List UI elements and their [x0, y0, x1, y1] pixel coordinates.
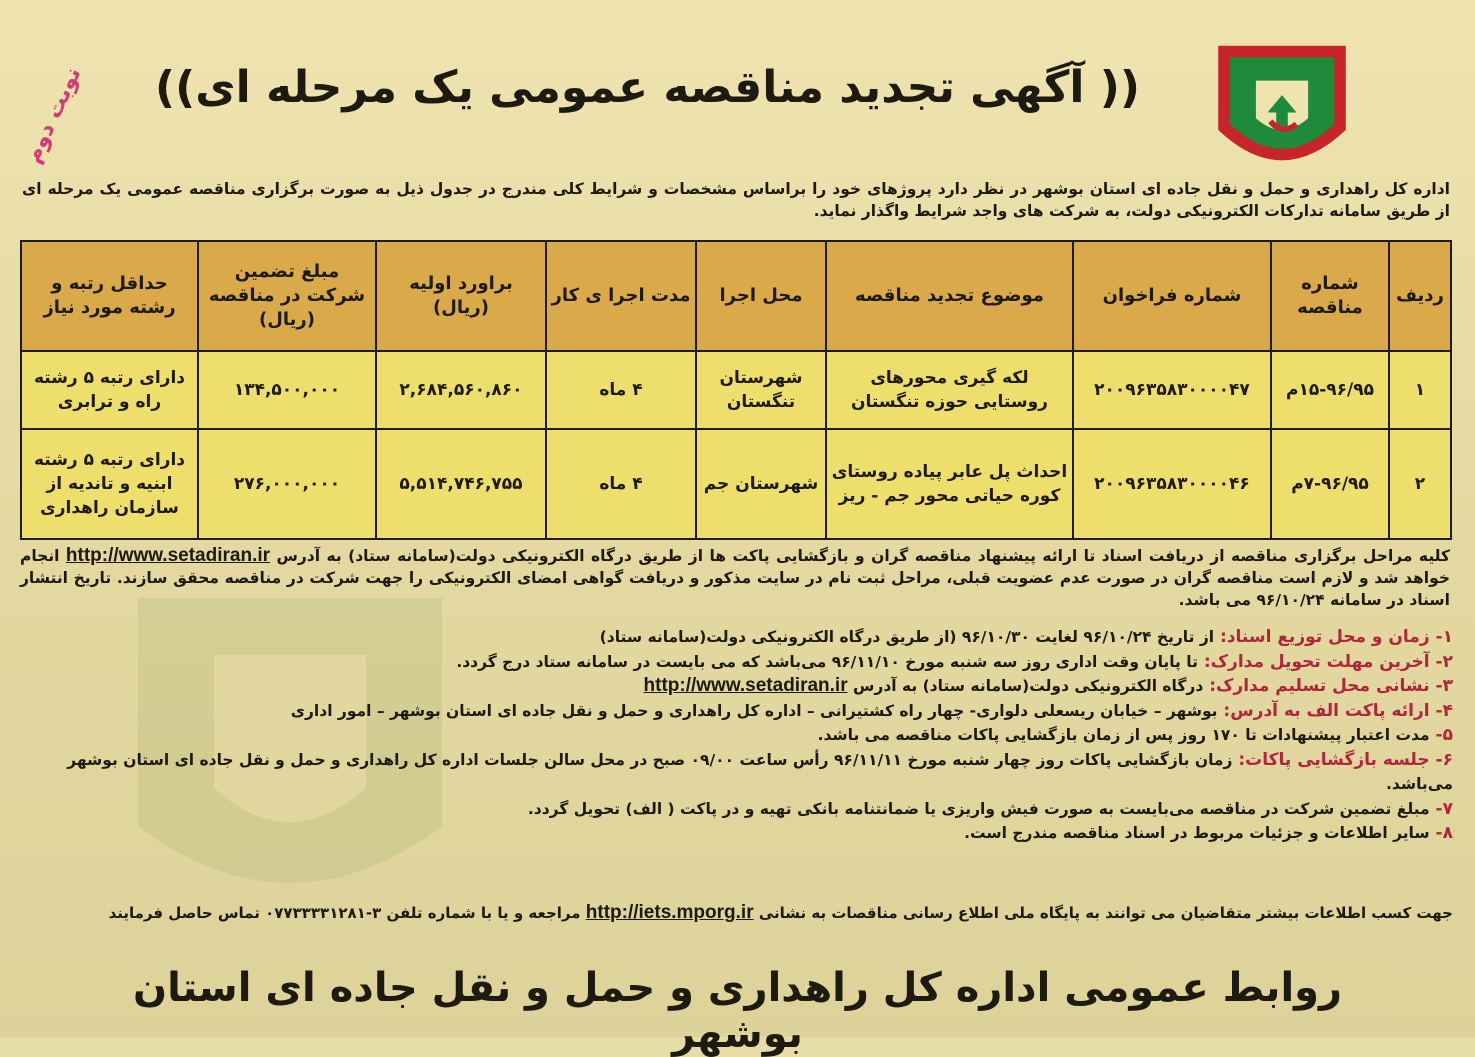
table-cell: ۲۰۰۹۶۳۵۸۳۰۰۰۰۴۷: [1073, 351, 1271, 429]
table-cell: شهرستان تنگستان: [696, 351, 826, 429]
procedure-text: کلیه مراحل برگزاری مناقصه از دریافت اسناد تا ارائه پیشنهاد مناقصه گران و بازگشایی پاکت ها از طریق درگاه الکترونیکی دولت(سامانه ستاد) به آدرس: [276, 547, 1450, 565]
table-cell: ۱: [1389, 351, 1451, 429]
contact-text: مراجعه و یا با شماره تلفن ۳-۰۷۷۳۳۳۳۱۲۸۱ تماس حاصل فرمایند: [108, 904, 581, 922]
col-header: شماره مناقصه: [1271, 241, 1389, 351]
table-header-row: [21, 241, 1451, 351]
table-cell: ۲۰۰۹۶۳۵۸۳۰۰۰۰۴۶: [1073, 429, 1271, 539]
contact-paragraph: [20, 902, 1453, 924]
table-cell: ۱۳۴,۵۰۰,۰۰۰: [198, 351, 376, 429]
iets-link[interactable]: http://iets.mporg.ir: [585, 902, 754, 923]
table-cell: دارای رتبه ۵ رشته راه و ترابری: [21, 351, 198, 429]
table-cell: ۱۵-۹۶/۹۵م: [1271, 351, 1389, 429]
table-cell: ۲,۶۸۴,۵۶۰,۸۶۰: [376, 351, 546, 429]
rahdari-logo-icon: [1207, 40, 1357, 185]
intro-paragraph: اداره کل راهداری و حمل و نقل جاده ای استان بوشهر در نظر دارد پروژهای خود را براساس مشخصات و شرایط کلی مندرج در جدول ذیل به صورت برگزاری مناقصه عمومی یک مرحله ای از طریق سامانه تدارکات الکترونیکی دولت، به شرکت های واجد شرایط واگذار نماید.: [22, 180, 1450, 220]
table-cell: دارای رتبه ۵ رشته ابنیه و تاندیه از سازمان راهداری: [21, 429, 198, 539]
list-item: ۷- مبلغ تضمین شرکت در مناقصه می‌بایست به صورت فیش واریزی یا ضمانتنامه بانکی تهیه و در پاکت ( الف) تحویل گردد.: [527, 798, 1453, 819]
conditions-list: [20, 625, 1453, 846]
table-cell: ۴ ماه: [546, 429, 696, 539]
table-row: [21, 351, 1451, 429]
table-cell: لکه گیری محورهای روستایی حوزه تنگستان: [826, 351, 1073, 429]
setadiran-link[interactable]: http://www.setadiran.ir: [65, 545, 271, 566]
table-cell: ۷-۹۶/۹۵م: [1271, 429, 1389, 539]
list-item: ۵- مدت اعتبار پیشنهادات تا ۱۷۰ روز پس از زمان بازگشایی پاکات مناقصه می باشد.: [817, 725, 1453, 745]
page-title: (( آگهی تجدید مناقصه عمومی یک مرحله ای)): [155, 62, 1140, 113]
table-cell: احداث پل عابر پیاده روستای کوره حیاتی محور جم - ریز: [826, 429, 1073, 539]
col-header: محل اجرا: [696, 241, 826, 351]
procedure-paragraph: [20, 545, 1450, 611]
list-item: ۲- آخرین مهلت تحویل مدارک: تا پایان وقت اداری روز سه شنبه مورخ ۹۶/۱۱/۱۰ می‌باشد که می بایست در سامانه ستاد درج گردد.: [456, 651, 1453, 672]
footer-signature: روابط عمومی اداره کل راهداری و حمل و نقل جاده ای استان بوشهر: [132, 965, 1343, 1057]
setadiran-link[interactable]: http://www.setadiran.ir: [643, 675, 848, 696]
table-row: [21, 429, 1451, 539]
second-notice-stamp: نوبت دوم: [20, 63, 86, 167]
col-header: ردیف: [1389, 241, 1451, 351]
list-item: ۴- ارائه پاکت الف به آدرس: بوشهر – خیابان ریسعلی دلواری- چهار راه کشتیرانی – اداره کل راهداری و حمل و نقل جاده ای استان بوشهر – امور اداری: [290, 700, 1453, 721]
list-item: ۱- زمان و محل توزیع اسناد: از تاریخ ۹۶/۱۰/۲۴ لغایت ۹۶/۱۰/۳۰ (از طریق درگاه الکترونیکی دولت(سامانه ستاد): [599, 627, 1453, 647]
list-item: ۶- جلسه بازگشایی پاکات: زمان بازگشایی پاکات روز چهار شنبه مورخ ۹۶/۱۱/۱۱ رأس ساعت ۰۹/۰۰ صبح در محل سالن جلسات اداره کل راهداری و حمل و نقل جاده ای استان بوشهر می‌باشد.: [67, 749, 1453, 793]
table-cell: ۲: [1389, 429, 1451, 539]
col-header: براورد اولیه (ریال): [376, 241, 546, 351]
col-header: مدت اجرا ی کار: [546, 241, 696, 351]
table-cell: ۵,۵۱۴,۷۴۶,۷۵۵: [376, 429, 546, 539]
contact-text: جهت کسب اطلاعات بیشتر متقاضیان می توانند به پایگاه ملی اطلاع رسانی مناقصات به نشانی: [753, 904, 1453, 922]
tender-table: [20, 240, 1452, 540]
col-header: شماره فراخوان: [1073, 241, 1271, 351]
list-item: ۸- سایر اطلاعات و جزئیات مربوط در اسناد مناقصه مندرج است.: [964, 823, 1453, 843]
procedure-text: انجام خواهد شد و لازم است مناقصه گران در صورت عدم عضویت قبلی، مراحل ثبت نام در سایت مذکور و دریافت گواهی امضای الکترونیکی را جهت شرکت در مناقصه محقق سازند. تاریخ انتشار اسناد در سامانه ۹۶/۱۰/۲۴ می باشد.: [20, 547, 1450, 609]
col-header: مبلغ تضمین شرکت در مناقصه (ریال): [198, 241, 376, 351]
col-header: موضوع تجدید مناقصه: [826, 241, 1073, 351]
table-cell: شهرستان جم: [696, 429, 826, 539]
list-item: ۳- نشانی محل تسلیم مدارک: درگاه الکترونیکی دولت(سامانه ستاد) به آدرس http://www.setadiran.ir: [643, 675, 1453, 696]
table-cell: ۴ ماه: [546, 351, 696, 429]
table-cell: ۲۷۶,۰۰۰,۰۰۰: [198, 429, 376, 539]
col-header: حداقل رتبه و رشته مورد نیاز: [21, 241, 198, 351]
